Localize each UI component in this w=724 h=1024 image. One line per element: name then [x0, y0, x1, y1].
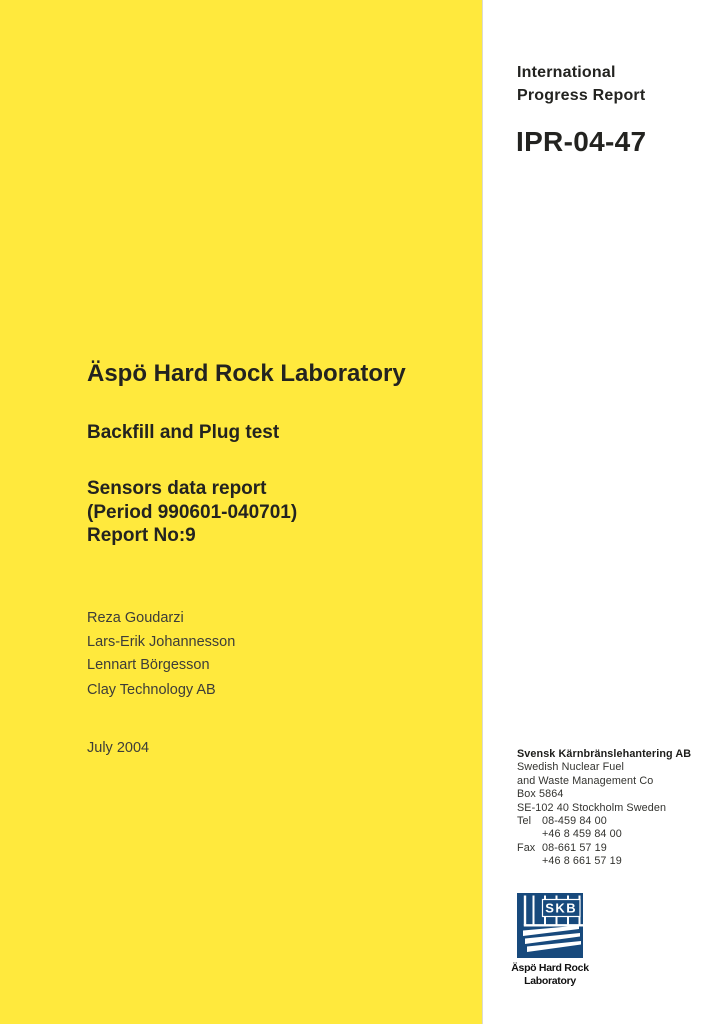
contact-label: Fax [517, 841, 536, 854]
project-title: Backfill and Plug test [87, 422, 280, 443]
publisher-name: Svensk Kärnbränslehantering AB [517, 748, 692, 760]
author-name: Reza Goudarzi [87, 610, 184, 626]
contact-row-tel-intl [517, 828, 691, 841]
laboratory-title: Äspö Hard Rock Laboratory [87, 360, 406, 387]
contact-label: Tel [517, 815, 532, 828]
report-series-line: International [517, 64, 616, 81]
contact-row-fax [517, 842, 691, 855]
report-series-line: Progress Report [517, 86, 646, 104]
logo-caption-line: Laboratory [524, 974, 576, 987]
logo-caption [504, 962, 596, 987]
skb-logo-block [511, 893, 589, 987]
skb-logo-icon [517, 893, 583, 958]
report-title [87, 477, 297, 548]
logo-acronym: SKB [545, 900, 578, 916]
contact-row-fax-intl [517, 855, 691, 868]
report-title-line: (Period 990601-040701) [87, 501, 298, 523]
publisher-line: SE-102 40 Stockholm Sweden [517, 801, 667, 814]
report-id: IPR-04-47 [516, 126, 647, 157]
contact-number: 08-459 84 00 [542, 815, 607, 828]
contact-number: +46 8 459 84 00 [542, 828, 622, 841]
contact-number: +46 8 661 57 19 [542, 855, 622, 868]
report-title-line: Sensors data report [87, 478, 267, 499]
author-name: Lars-Erik Johannesson [87, 633, 236, 650]
publication-date: July 2004 [87, 740, 150, 756]
logo-caption-line: Äspö Hard Rock [511, 962, 589, 974]
report-title-line: Report No:9 [87, 525, 196, 546]
publisher-line: and Waste Management Co [517, 774, 654, 787]
publisher-block [517, 748, 691, 869]
contact-number: 08-661 57 19 [542, 841, 607, 854]
author-name: Lennart Börgesson [87, 657, 210, 673]
publisher-line: Swedish Nuclear Fuel [517, 761, 625, 774]
author-list [87, 607, 235, 678]
report-series [517, 62, 645, 107]
publisher-line: Box 5864 [517, 788, 564, 801]
contact-row-tel [517, 815, 691, 828]
affiliation: Clay Technology AB [87, 682, 216, 698]
